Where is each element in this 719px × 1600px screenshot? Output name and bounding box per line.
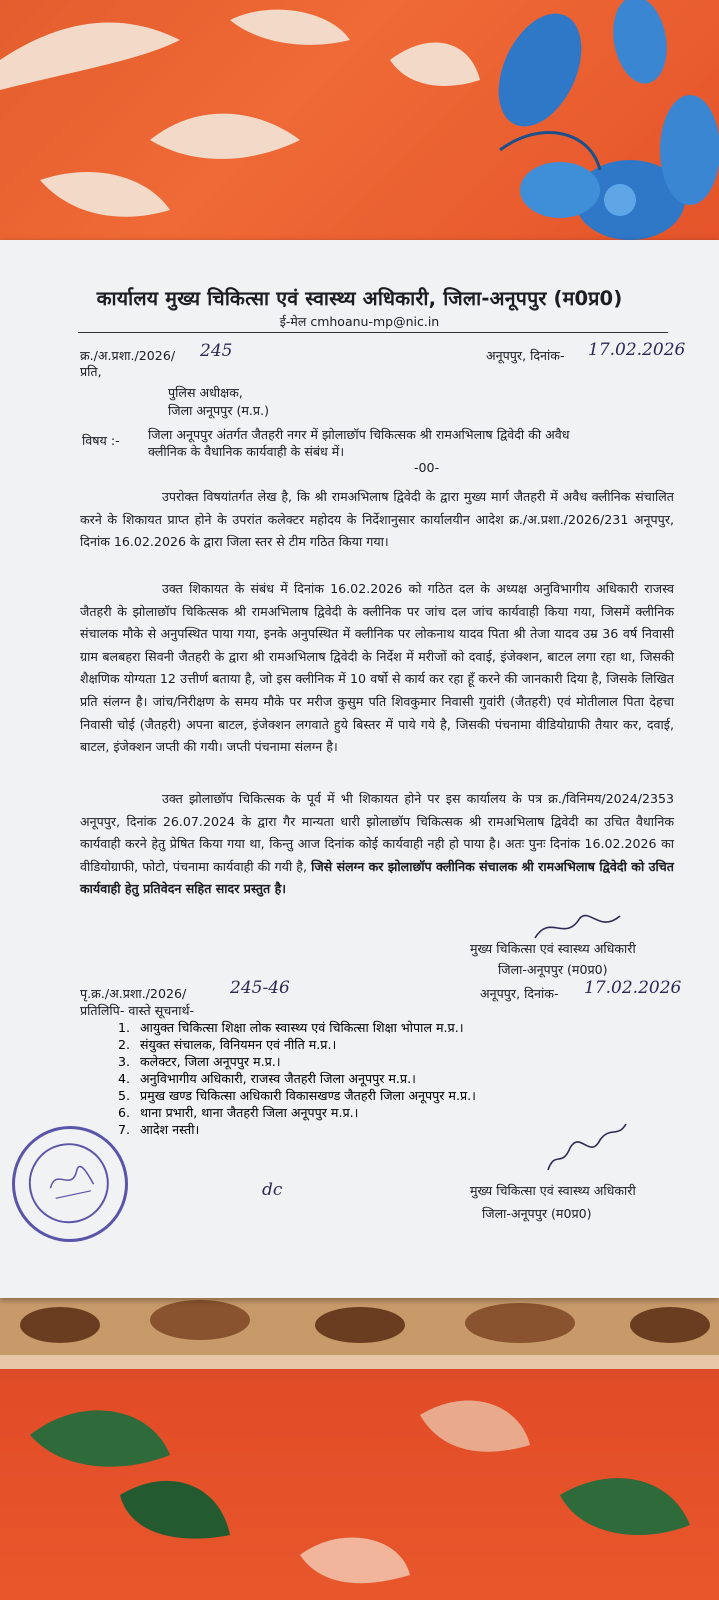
signature-2-designation: मुख्य चिकित्सा एवं स्वास्थ्य अधिकारी <box>470 1183 636 1198</box>
date-handwritten: 17.02.2026 <box>588 340 686 360</box>
paragraph-3-bold-text: जिसे संलग्न कर झोलाछॉप क्लीनिक संचालक श्री रामअभिलाष द्विवेदी को उचित कार्यवाही हेतु प्रतिवेदन सहित सादर प्रस्तुत है। <box>80 858 674 897</box>
list-item: 4. अनुविभागीय अधिकारी, राजस्व जैतहरी जिला अनूपपुर म.प्र.। <box>118 1071 416 1086</box>
letter-paper <box>0 240 719 1298</box>
endorsement-date-label: अनूपपुर, दिनांक- <box>480 986 559 1001</box>
list-item: 2. संयुक्त संचालक, विनियमन एवं नीति म.प्र.। <box>118 1037 337 1052</box>
copy-to-label: प्रतिलिपि- वास्ते सूचनार्थ- <box>80 1003 195 1018</box>
list-item: 3. कलेक्टर, जिला अनूपपुर म.प्र.। <box>118 1054 281 1069</box>
prati-label: प्रति, <box>80 364 102 379</box>
paragraph-1: उपरोक्त विषयांतर्गत लेख है, कि श्री रामअभिलाष द्विवेदी के द्वारा मुख्य मार्ग जैतहरी में अवैध क्लीनिक संचालित करने के शिकायत प्राप्त होने के उपरांत कलेक्टर महोदय के निर्देशानुसार कार्यालयीन आदेश क्र./अ.प्रशा./2026/231 अनूपपुर, दिनांक 16.02.2026 के द्वारा जिला स्तर से टीम गठित किया गया। <box>80 489 674 550</box>
office-title: कार्यालय मुख्य चिकित्सा एवं स्वास्थ्य अधिकारी, जिला-अनूपपुर (म0प्र0) <box>96 287 623 310</box>
header-rule <box>78 332 668 333</box>
paragraph-3-text: उक्त झोलाछॉप चिकित्सक के पूर्व में भी शिकायत होने पर इस कार्यालय के पत्र क्र./विनिमय/2024/2353 अनूपपुर, दिनांक 26.07.2024 के द्वारा गैर मान्यता धारी झोलाछॉप चिकित्सक श्री रामअभिलाष द्विवेदी का उचित वैधानिक कार्यवाही करने हेतु प्रेषित किया गया था, किन्तु आज दिनांक कोई कार्यवाही नही हो पाया है। अतः पुनः दिनांक 16.02.2026 का वीडियोग्राफी, फोटो, पंचनामा कार्यवाही की गयी है, <box>80 791 674 874</box>
copy-to-list <box>118 1019 476 1138</box>
recipient-line2: जिला अनूपपुर (म.प्र.) <box>168 403 270 418</box>
place-date-label: अनूपपुर, दिनांक- <box>486 348 565 363</box>
ref-label: क्र./अ.प्रशा./2026/ <box>80 348 176 363</box>
office-email: ई-मेल cmhoanu-mp@nic.in <box>279 314 440 329</box>
endorsement-ref-label: पृ.क्र./अ.प्रशा./2026/ <box>80 986 187 1001</box>
list-item: 5. प्रमुख खण्ड चिकित्सा अधिकारी विकासखण्ड जैतहरी जिला अनूपपुर म.प्र.। <box>118 1088 476 1103</box>
list-item: 6. थाना प्रभारी, थाना जैतहरी जिला अनूपपुर म.प्र.। <box>118 1105 359 1120</box>
endorsement-ref-handwritten: 245-46 <box>230 978 290 998</box>
floral-pattern-top <box>0 0 719 260</box>
fabric-background-bottom <box>0 1295 719 1600</box>
separator: -00- <box>414 460 440 475</box>
paragraph-3 <box>80 788 674 901</box>
initials-handwritten: dc <box>262 1180 283 1200</box>
signature-2-scribble <box>540 1120 630 1176</box>
ref-number-handwritten: 245 <box>200 341 233 361</box>
signature-1-designation: मुख्य चिकित्सा एवं स्वास्थ्य अधिकारी <box>470 941 636 956</box>
paragraph-2: उक्त शिकायत के संबंध में दिनांक 16.02.2026 को गठित दल के अध्यक्ष अनुविभागीय अधिकारी राजस्व जैतहरी के झोलाछॉप चिकित्सक श्री रामअभिलाष द्विवेदी के क्लीनिक पर जांच दल जांच कार्यवाही किया गया, जिसमें क्लीनिक संचालक मौके से अनुपस्थित पाया गया, इनके अनुपस्थित में क्लीनिक पर लोकनाथ यादव पिता श्री तेजा यादव उम्र 36 वर्ष निवासी ग्राम बलबहरा सिवनी जैतहरी के द्वारा श्री रामअभिलाष द्विवेदी के निर्देश में मरीजों को दवाई, इंजेक्शन, बाटल लगा रहा था, जिसकी शैक्षणिक योग्यता 12 उत्तीर्ण बताया है, जो इस क्लीनिक में 10 वर्षो से कार्य कर रहा हूँ करने की जानकारी दिया है, जिसके लिखित प्रति संलग्न है। जांच/निरीक्षण के समय मौके पर मरीज कुसुम पति शिवकुमार निवासी गुवांरी (जैतहरी) एवं मोतीलाल पिता देहचा निवासी चोई (जैतहरी) अपना बाटल, इंजेक्शन लगवाते हुये बिस्तर में पाये गये है, जिसकी पंचनामा वीडियोग्राफी तैयार कर, दवाई, बाटल, इंजेक्शन जप्ती की गयी। जप्ती पंचनामा संलग्न है। <box>80 581 674 755</box>
subject-label: विषय :- <box>82 433 120 448</box>
endorsement-date-handwritten: 17.02.2026 <box>584 978 682 998</box>
recipient-line1: पुलिस अधीक्षक, <box>168 385 243 400</box>
signature-1-district: जिला-अनूपपुर (म0प्र0) <box>498 962 608 977</box>
subject-line1: जिला अनूपपुर अंतर्गत जैतहरी नगर में झोलाछॉप चिकित्सक श्री रामअभिलाष द्विवेदी की अवैध <box>148 427 570 442</box>
list-item: 1. आयुक्त चिकित्सा शिक्षा लोक स्वास्थ्य एवं चिकित्सा शिक्षा भोपाल म.प्र.। <box>118 1020 464 1035</box>
list-item: 7. आदेश नस्ती। <box>118 1122 200 1137</box>
floral-pattern-bottom <box>0 1295 719 1600</box>
fabric-background-top <box>0 0 719 260</box>
subject-line2: क्लीनिक के वैधानिक कार्यवाही के संबंध में। <box>148 444 345 459</box>
signature-2-district: जिला-अनूपपुर (म0प्र0) <box>482 1206 592 1221</box>
